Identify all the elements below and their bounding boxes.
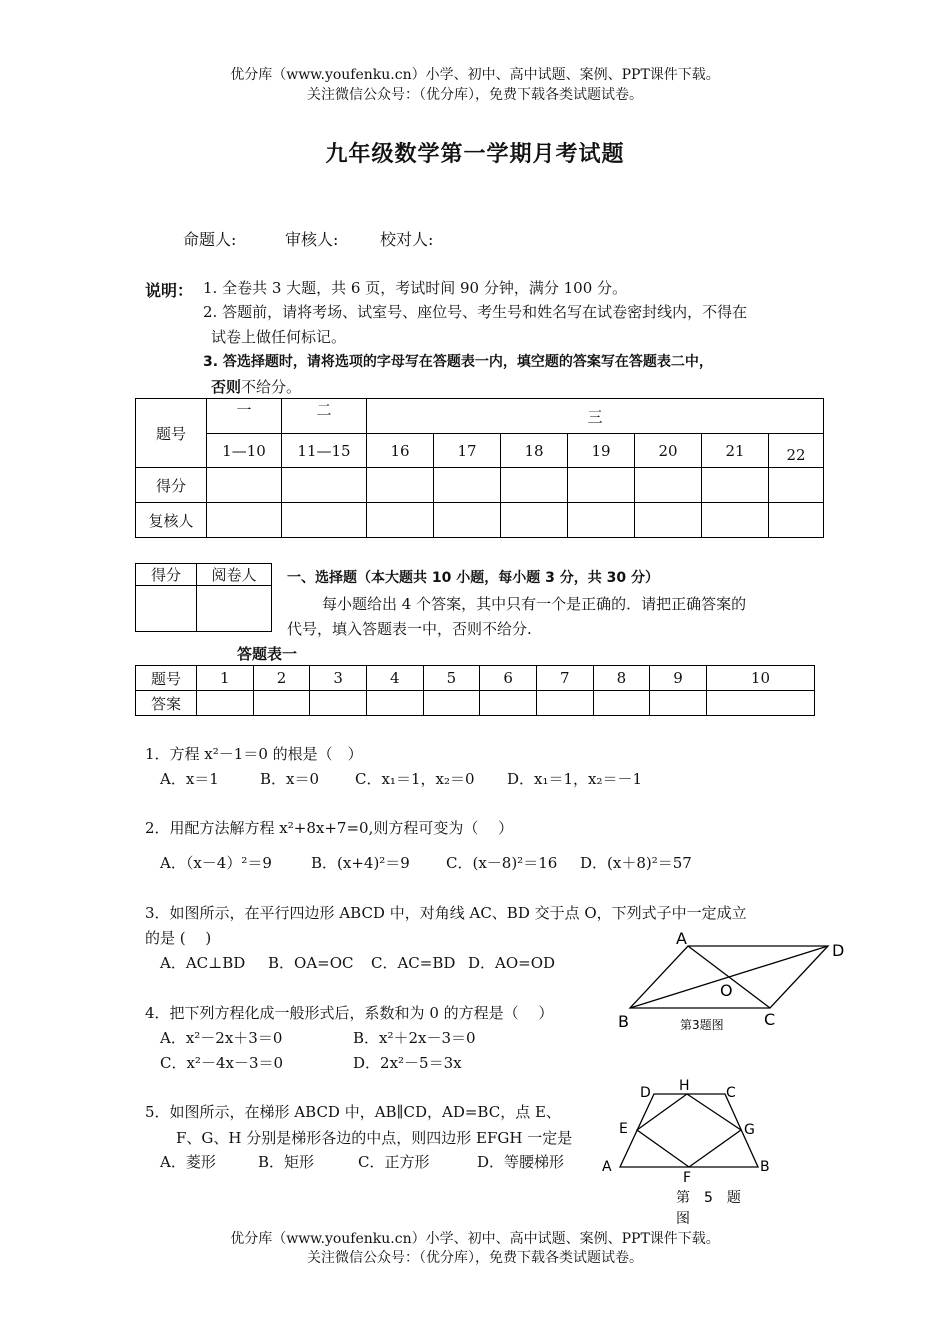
q5-option-d: D．等腰梯形 [477, 1153, 565, 1171]
fig5-quadrilateral-efgh [637, 1094, 741, 1167]
note-3a: 3. 答选择题时，请将选项的字母写在答题表一内，填空题的答案写在答题表二中， [203, 354, 713, 370]
q1-option-d: D．x₁＝1，x₂＝－1 [507, 770, 643, 788]
sub-21: 21 [702, 434, 769, 468]
answer-cell[interactable] [593, 691, 650, 716]
fig3-label-c: C [764, 1010, 776, 1029]
page-title: 九年级数学第一学期月考试题 [325, 141, 625, 167]
answer-num: 5 [423, 666, 480, 691]
q5-option-c: C．正方形 [358, 1153, 430, 1171]
note-3b [211, 375, 301, 399]
group-3: 三 [367, 399, 824, 434]
reviewer-cell[interactable] [207, 503, 282, 538]
score-cell[interactable] [207, 468, 282, 503]
q1-option-c: C．x₁＝1，x₂＝0 [355, 770, 475, 788]
sub-17: 17 [434, 434, 501, 468]
answer-num: 7 [536, 666, 593, 691]
answer-cell[interactable] [650, 691, 707, 716]
row-score-label: 得分 [136, 468, 207, 503]
q5-option-a: A．菱形 [160, 1153, 216, 1171]
group-2: 二 [282, 399, 367, 434]
fig3-caption: 第3题图 [680, 1018, 724, 1032]
q4-option-b: B．x²＋2x－3＝0 [353, 1029, 476, 1047]
fig5-caption-1: 第 5 题 [676, 1190, 741, 1206]
answer-cell[interactable] [197, 691, 254, 716]
reviewer-cell[interactable] [501, 503, 568, 538]
answer-cell[interactable] [706, 691, 814, 716]
q3-stem-1: 3．如图所示，在平行四边形 ABCD 中，对角线 AC、BD 交于点 O，下列式子中一定成立 [145, 904, 747, 922]
group-1: 一 [207, 399, 282, 434]
answer-num: 1 [197, 666, 254, 691]
fig5-label-h: H [679, 1078, 690, 1094]
answer-num: 8 [593, 666, 650, 691]
grader-score-cell[interactable] [136, 586, 197, 632]
answer-cell[interactable] [536, 691, 593, 716]
q4-option-c: C．x²－4x－3＝0 [160, 1054, 284, 1072]
fig5-label-f: F [683, 1170, 692, 1186]
fig5-label-d: D [640, 1085, 651, 1101]
q1-stem: 1．方程 x²－1＝0 的根是（ ） [145, 745, 363, 763]
reviewer-cell[interactable] [568, 503, 635, 538]
score-cell[interactable] [702, 468, 769, 503]
row-reviewer-label: 复核人 [136, 503, 207, 538]
answer-table [135, 665, 815, 716]
footer-line-2: 关注微信公众号：（优分库），免费下载各类试题试卷。 [307, 1250, 643, 1266]
author-label: 命题人: [183, 230, 237, 249]
fig5-caption-2: 图 [676, 1211, 690, 1227]
answer-num: 4 [366, 666, 423, 691]
q5-stem-2: F、G、H 分别是梯形各边的中点，则四边形 EFGH 一定是 [176, 1129, 573, 1147]
answer-num: 3 [310, 666, 367, 691]
reviewer-cell[interactable] [702, 503, 769, 538]
score-cell[interactable] [635, 468, 702, 503]
note-3b-bold: 否则 [211, 378, 242, 396]
reviewer-cell[interactable] [635, 503, 702, 538]
fig5-label-e: E [619, 1121, 628, 1137]
grader-score-label: 得分 [136, 564, 197, 586]
fig3-label-a: A [676, 930, 687, 948]
q2-option-a: A．（x－4）²＝9 [160, 854, 272, 872]
section1-desc-2: 代号，填入答题表一中，否则不给分. [287, 620, 532, 638]
fig3-label-o: O [720, 981, 733, 1000]
sub-19: 19 [568, 434, 635, 468]
sub-18: 18 [501, 434, 568, 468]
note-1: 1. 全卷共 3 大题，共 6 页，考试时间 90 分钟，满分 100 分。 [203, 279, 628, 297]
score-cell[interactable] [501, 468, 568, 503]
q3-option-d: D．AO=OD [468, 954, 556, 972]
answer-cell[interactable] [366, 691, 423, 716]
footer-line-1: 优分库（www.youfenku.cn）小学、初中、高中试题、案例、PPT课件下载。 [230, 1231, 720, 1247]
q2-option-b: B．(x+4)²＝9 [311, 854, 410, 872]
answer-num: 6 [480, 666, 537, 691]
answer-cell[interactable] [423, 691, 480, 716]
figure-5-trapezoid [598, 1072, 788, 1232]
score-cell[interactable] [769, 468, 824, 503]
sub-16: 16 [367, 434, 434, 468]
answer-table-caption: 答题表一 [237, 645, 298, 663]
q2-option-c: C．(x－8)²＝16 [446, 854, 558, 872]
score-table-header: 题号 [136, 399, 207, 468]
q2-option-d: D．(x＋8)²＝57 [580, 854, 692, 872]
q4-option-a: A．x²－2x＋3＝0 [160, 1029, 283, 1047]
sub-22: 22 [769, 434, 824, 468]
sub-11-15: 11—15 [282, 434, 367, 468]
answer-num: 2 [253, 666, 310, 691]
score-cell[interactable] [434, 468, 501, 503]
note-2a: 2. 答题前，请将考场、试室号、座位号、考生号和姓名写在试卷密封线内，不得在 [203, 303, 748, 321]
fig5-label-g: G [744, 1122, 755, 1138]
q3-option-a: A．AC⊥BD [160, 954, 246, 972]
q3-stem-2: 的是 ( ) [145, 929, 212, 947]
header-line-1: 优分库（www.youfenku.cn）小学、初中、高中试题、案例、PPT课件下载。 [230, 67, 720, 83]
sub-1-10: 1—10 [207, 434, 282, 468]
q4-stem: 4．把下列方程化成一般形式后，系数和为 0 的方程是（ ） [145, 1004, 554, 1022]
grader-reader-label: 阅卷人 [197, 564, 272, 586]
fig3-label-b: B [618, 1012, 629, 1031]
header-line-2: 关注微信公众号：（优分库），免费下载各类试题试卷。 [307, 87, 643, 103]
fig5-label-c: C [726, 1085, 736, 1101]
fig5-label-a: A [602, 1159, 612, 1175]
q4-option-d: D．2x²－5＝3x [353, 1054, 462, 1072]
q5-option-b: B．矩形 [258, 1153, 315, 1171]
score-cell[interactable] [367, 468, 434, 503]
q3-option-c: C．AC=BD [371, 954, 456, 972]
answer-num: 9 [650, 666, 707, 691]
section1-title: 一、选择题（本大题共 10 小题，每小题 3 分，共 30 分） [287, 570, 659, 586]
q5-stem-1: 5．如图所示，在梯形 ABCD 中，AB∥CD，AD=BC，点 E、 [145, 1103, 561, 1121]
answer-table-row1-label: 题号 [136, 666, 197, 691]
fig5-trapezoid [620, 1094, 758, 1167]
answer-cell[interactable] [480, 691, 537, 716]
answer-table-row2-label: 答案 [136, 691, 197, 716]
grader-reader-cell[interactable] [197, 586, 272, 632]
note-2b: 试卷上做任何标记。 [211, 328, 347, 346]
q1-option-b: B．x＝0 [260, 770, 320, 788]
figure-3-parallelogram [612, 930, 852, 1035]
proofreader-label: 校对人: [380, 230, 434, 249]
sub-20: 20 [635, 434, 702, 468]
answer-cell[interactable] [310, 691, 367, 716]
reviewer-cell[interactable] [282, 503, 367, 538]
q2-stem: 2．用配方法解方程 x²+8x+7=0,则方程可变为（ ） [145, 819, 514, 837]
reviewer-label: 审核人: [285, 230, 339, 249]
score-cell[interactable] [568, 468, 635, 503]
q3-option-b: B．OA=OC [268, 954, 354, 972]
reviewer-cell[interactable] [367, 503, 434, 538]
notes-label: 说明： [145, 281, 194, 300]
note-3b-rest: 不给分。 [241, 378, 302, 396]
fig5-label-b: B [760, 1159, 770, 1175]
grader-box [135, 563, 272, 632]
score-table [135, 398, 824, 538]
answer-num: 10 [706, 666, 814, 691]
section1-desc-1: 每小题给出 4 个答案，其中只有一个是正确的．请把正确答案的 [322, 595, 747, 613]
q1-option-a: A．x＝1 [160, 770, 219, 788]
fig3-label-d: D [832, 941, 845, 960]
score-cell[interactable] [282, 468, 367, 503]
answer-cell[interactable] [253, 691, 310, 716]
reviewer-cell[interactable] [434, 503, 501, 538]
reviewer-cell[interactable] [769, 503, 824, 538]
